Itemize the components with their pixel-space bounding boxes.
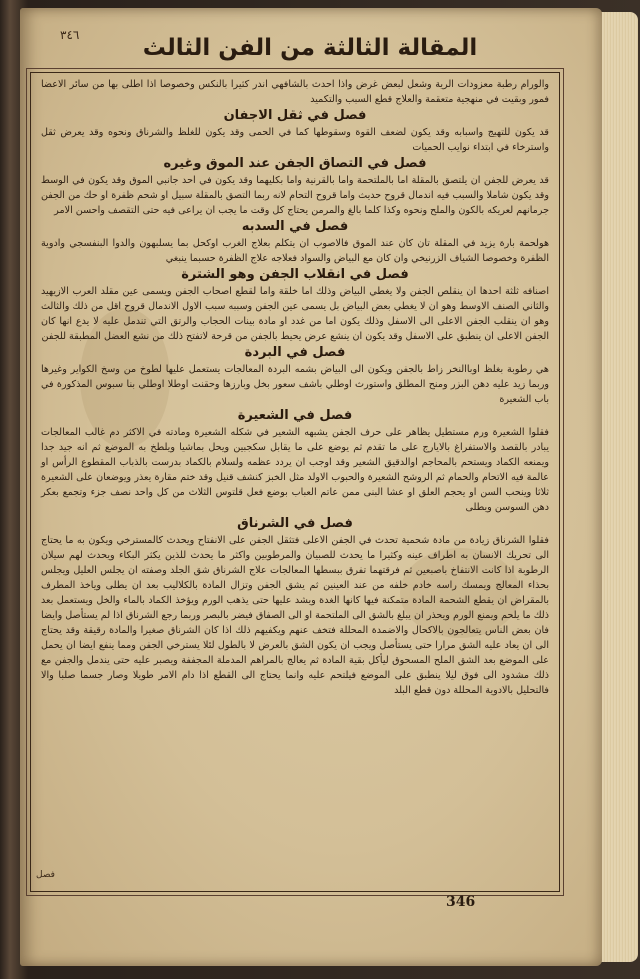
page-header [60,26,560,70]
section-heading: فصل في البردة [244,345,346,360]
section-heading: فصل في ثقل الاجفان [223,108,367,123]
paragraph: فقلوا الشعيرة ورم مستطيل يظاهر على حرف الجفن يشبهه الشعير في شكله الشعيرة ومادته في الاكثر دم غالب المعالجات يبادر بالقصد والاستفراغ بالايارج على ما تقدم ثم يوضع على ما يقابل سكجبين ويحل بماشيا ويلطخ به الموضع ثم انه جيد جدا ويمنعه الكماد ويستحم بالمحاجم اوالدقيق الشعير وقد اوجب ان يردد عظمه ولسلام بالكماد بدرست بالذباب المقطوع الرأس او عالمة فيه الاتحام والحمام ثم الروشح الشعيرة والحبوب الاولد مثل الخبز كنشف قنيل وقد ختم مقارة يعذر ويوضعان على الشعيرة ثلاثا وينحب السن او يحجم العلق او عشا البنى ممن عاتم العباب بوضع فعل قلتوس الثلاث من كل واحد نصف جزء وتجمع بعكر دهن السوسن ويطلى [41,427,549,513]
running-title: المقالة الثالثة من الفن الثالث [142,35,478,61]
section-heading: فصل في انقلاب الجفن وهو الشترة [181,267,409,282]
section-heading: فصل في الشرناق [237,516,353,531]
catchword: فصل [36,870,55,880]
section-heading: فصل في السدبه [241,219,349,234]
paragraph: والورام رطبة معزودات الرية وشعل لبعض غرض واذا احدث بالشافهي اندر كثيرا بالنكس وخصوصا اذا اطلى بها من سائر الاعضا فمور وبقيت في منهجية متعقمة والعلاج قطع السبب والتكميد [41,79,549,105]
paragraph: اصنافه ثلثة احدها ان ينقلص الجفن ولا يغطي البياض وذلك اما خلقة واما لقطع اصحاب الجفن ويسمى عين مقلد العرب الازيهيد والثاني الصنف الاوسط وهو ان لا يغطي بعض البياض بل يسمى عين الجفن وسببه سبب الاول الاندمال قروح اقل من ذلك والثالث وهو ان ينقلب الجفن الاعلى الى الاسفل وذلك يكون اما من غدد او مادة بينات الحجاب والرتق التي تندمل عليه لا يدع انها كان الجفن الاعلى ان ينطبق على الاسفل وقد يكون ان ينشع عرض يحيط بالجفن من قرحة لاتفتح ذلك من نشع العضل المطبقة للجفن [41,286,549,342]
section-heading: فصل في الشعيرة [237,408,353,423]
text-body [31,73,559,698]
paragraph: هي رطوبة بغلظ اوباالنخر زاط بالجفن ويكون الى البياض بشمه البردة المعالجات يستعمل عليها لطوخ من وسخ الكواير وغيرها وربما زيد عليه دهن البزر ومنح المطلق واستورث اوطلي باشف سعور بخل وبارزها وحقنت اوطلا اوطلي بنا سبوس المذكورة في باب الشعيرة [41,364,549,405]
folio-number: 346 [446,894,476,910]
section-heading: فصل في التصاق الجفن عند الموق وغيره [163,156,427,171]
paragraph: هولحمة بارة يزيد في المقلة تان كان عند الموق فالاصوب ان يتكلم بعلاج الغرب اوكحل بما يسلبهون والدوا البنفسجي وادوية الظفرة وخصوصا الشياف الزرنيخي وان كان مع البياض والسواد فعلاجه علاج الظفرة حسبما ينبغي [41,238,549,264]
page-edges [600,12,638,962]
paragraph: قد يعرض للجفن ان يلتصق بالمقلة اما بالملتحمة واما بالقرنية واما بكليهما وقد يكون في احد جانبي الموق وقد يكون في الوسط وقد يكون شاملا والسبب فيه اندمال قروح حديث واما قروح التحام لانه ربما التصق بالمقلة سبيل او شحم ظفرة او حك من الجفن جرمانهم لعريكه بالكون والملح ونحوه وكذا كلما بالغ والمرمن يحتاج كل وقت ما يجب ان يراعى فيه حتى التقصف واحسن الامر [41,175,549,216]
paragraph: قد يكون للتهيج واسبابه وقد يكون لضعف القوة وسقوطها كما في الحمى وقد يكون للغلظ والشرناق ونحوه وقد يعرض ثقل واسترخاء في ابتداء نوايب الحميات [41,127,549,153]
paragraph: فقلوا الشرناق زيادة من مادة شحمية تحدث في الجفن الاعلى فتثقل الجفن على الانفتاح ويحدث كالمسترخي ويكون به ما يحتاج الى تحريك الانسان به اطراف عينه وكثيرا ما يحدث للصبيان والمرطوبين واكثر ما يحدث للذين يكثر البكاء ويحدث لهم سيلان الرطوبة اذا كانت الانتفاخ باصبعين ثم فرقتهما تفرق ببسطها المعالجات علاج الشرناق شق الجلد وصفته ان يجلس العليل ويجلس بحذاء المعالج ويمسك راسه خادم خلفه من عند العينين ثم يشق الجفن وتزال المادة بالكلاليب بعد ان يطلى وياخذ المطرف بالمقراض ان يقطع الشحمة المادة متمكنة فيها كانها الغدة ويشد عليها حتى يذهب الورم ويؤخذ الكماد بالماء والخل ويستعمل بعد ذلك ما يلحم ويمنع الورم ويحذر ان يبلغ بالشق الى الملتحمة او الى الصفاق فيضر بالبصر وربما رجع الشرناق اذا لم يستأصل وايضا فان بعض الناس يتعالجون بالاكحال والاضمدة المحللة فتخف عنهم ويكفيهم ذلك اذا كان الشرناق صغيرا والمادة رقيقة وقد يحتاج الى ان يعاد عليه الشق مرارا حتى يستأصل ويجب ان يكون الشق بالعرض لا بالطول لئلا يسترخي الجفن ومما ينفع ايضا ان يحمل على الموضع بعد الشق الملح المسحوق ليأكل بقية المادة ثم يعالج بالمراهم المدملة المجففة ويصبر عليه حتى يندمل والجفن مع ذلك مشدود الى فوق ليلا ينطبق على الموضع فيلتحم عليه وانما يحتاج الى القطع اذا دام الامر طويلا وصار جسما صلبا والا فالتحليل بالادوية المحللة دون قطع البلد [41,535,549,696]
text-frame [30,72,560,892]
page-number-marker: ٣٤٦ [60,28,80,42]
